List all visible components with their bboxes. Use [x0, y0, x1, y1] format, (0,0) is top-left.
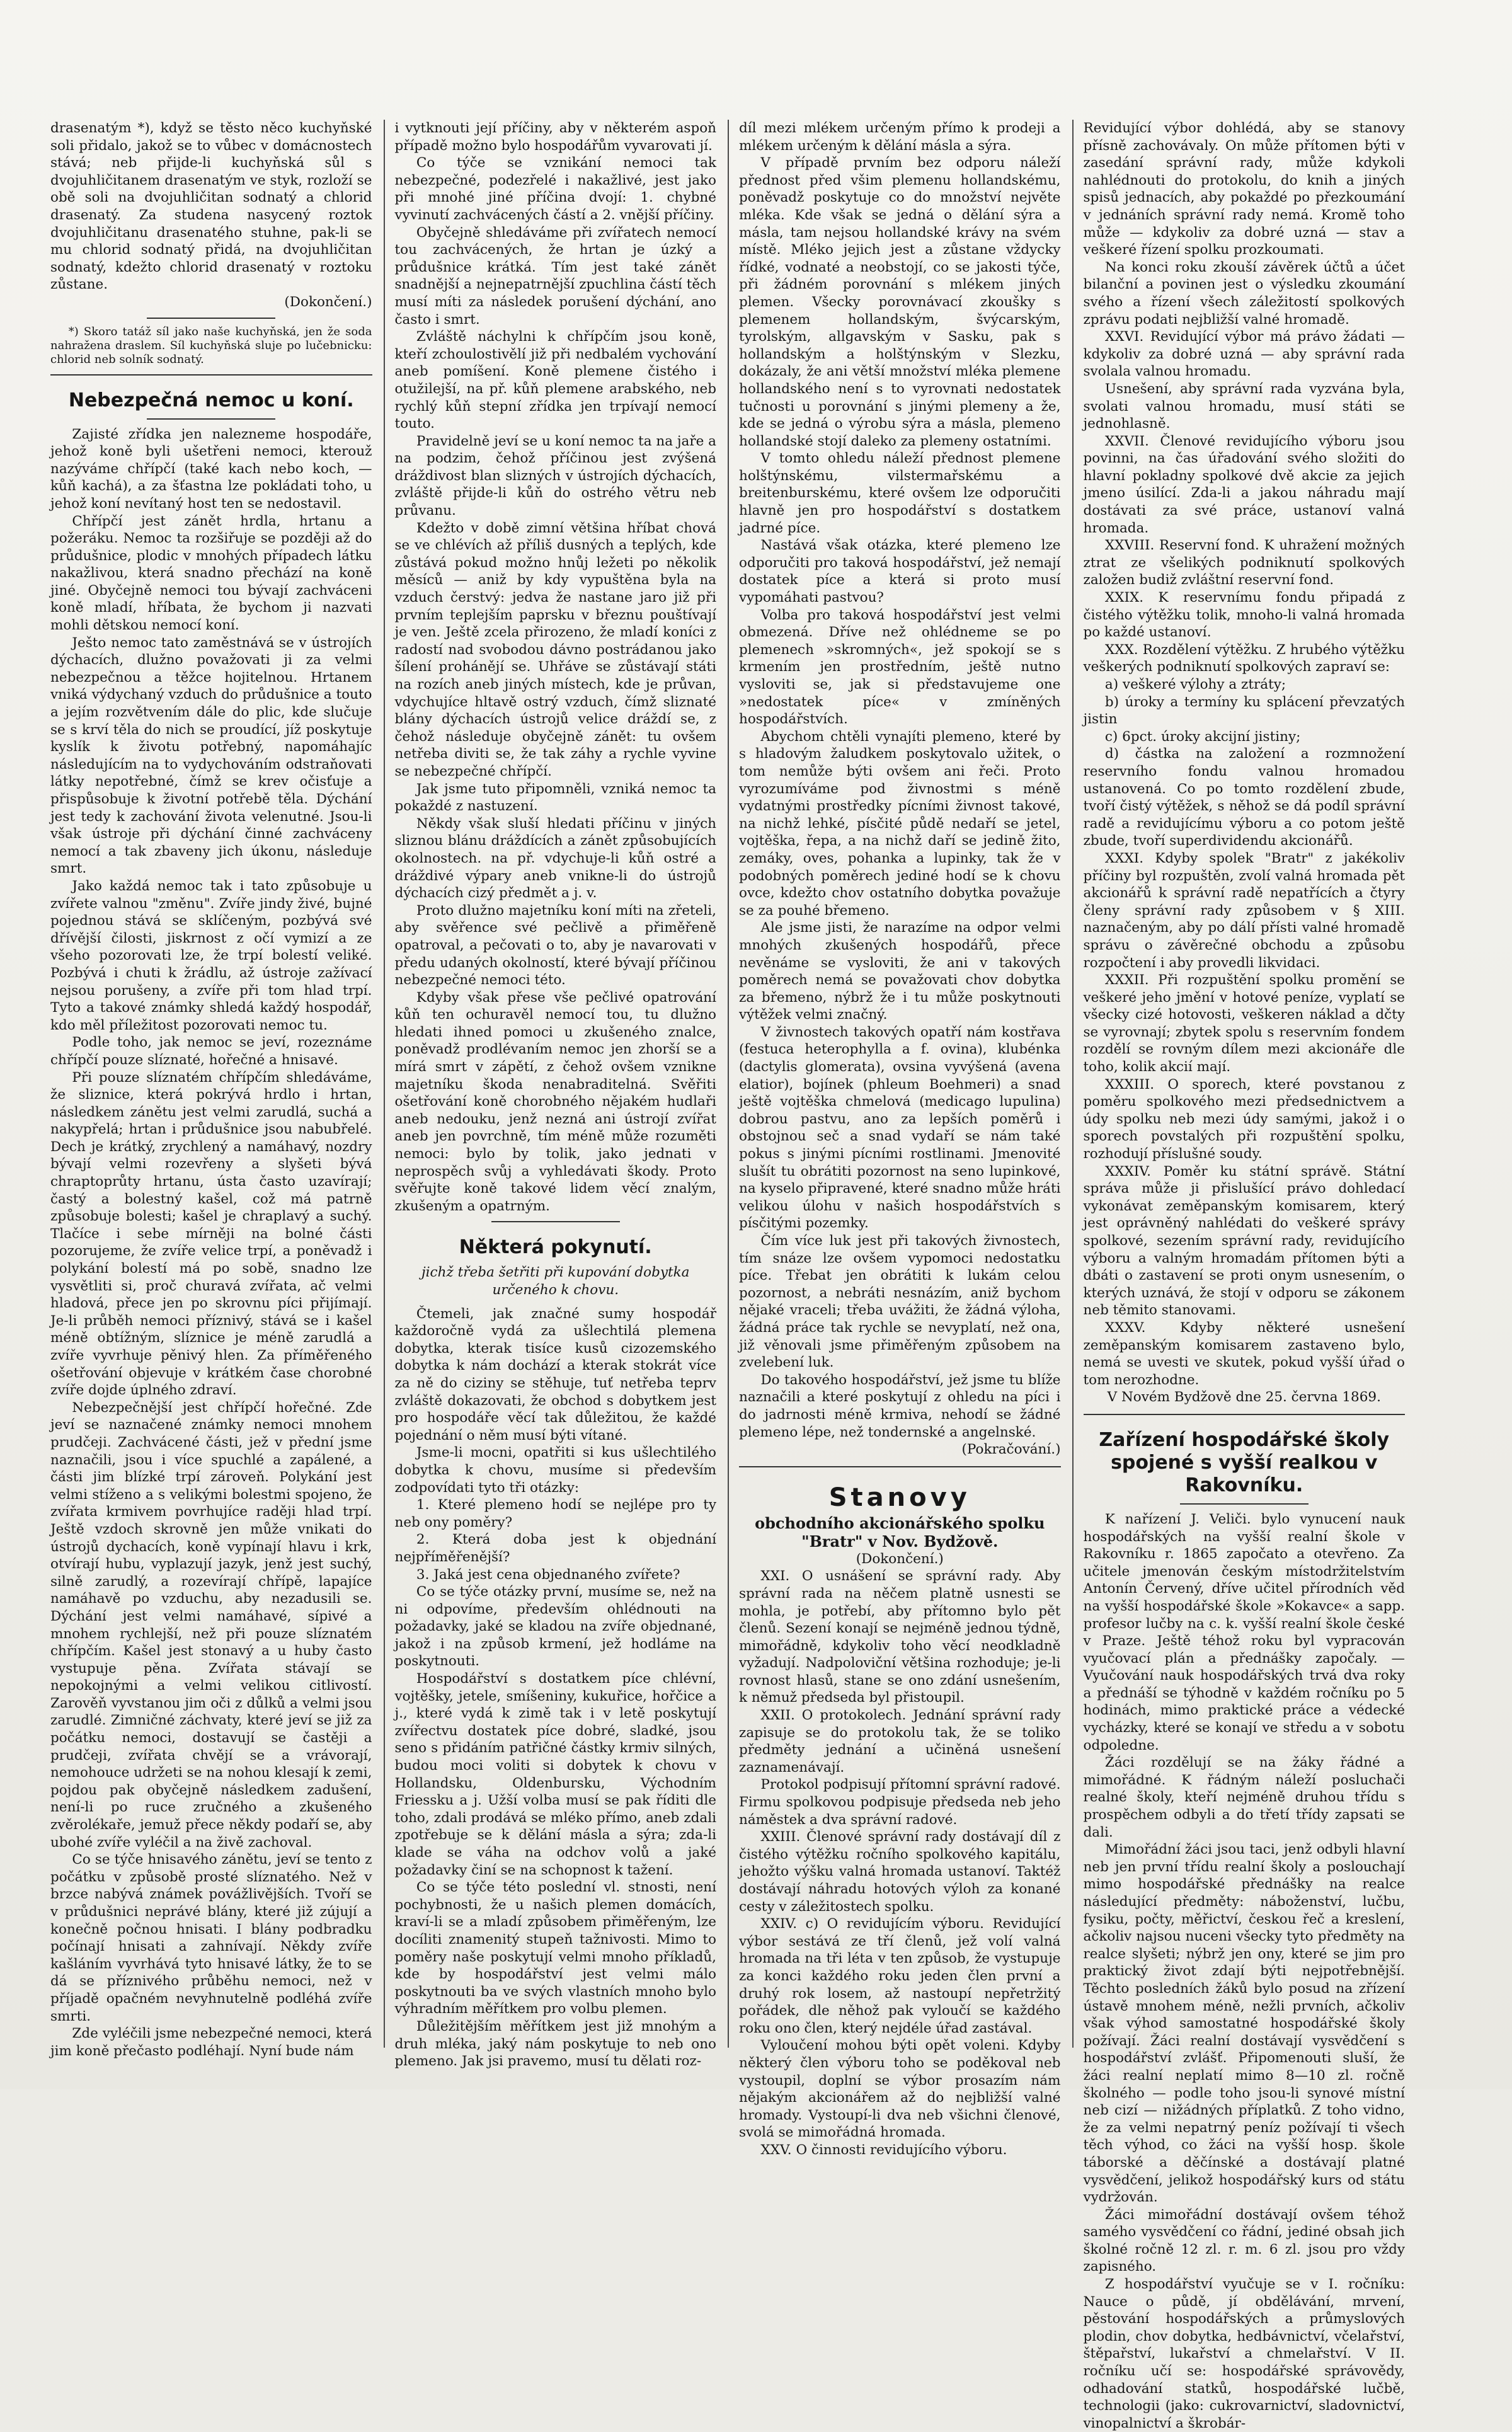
paragraph: Důležitějším měřítkem jest již mnohým a druh mléka, jaký nám poskytuje to neb ono plemeno. Jak jsi pravemo, musí tu dělati roz- [394, 2018, 716, 2070]
column-2 [384, 120, 717, 2070]
paragraph: Jak jsme tuto připomněli, vzniká nemoc ta pokaždé z nastuzení. [394, 781, 716, 815]
text-columns [50, 120, 1405, 2431]
statute-subitem: b) úroky a termíny ku splácení převzatých jistin [1083, 694, 1405, 728]
article-subtitle: jichž třeba šetřiti při kupování dobytka určeného k chovu. [421, 1265, 690, 1298]
paragraph: V tomto ohledu náleží přednost plemene holštýnskému, vilstermařskému a breitenburskému, které ovšem lze odporučiti hlavně jen pro hospodářství s dostatkem jadrné píce. [739, 450, 1061, 536]
paragraph: Co se týče této poslední vl. stnosti, není pochybnosti, že u našich plemen domácích, kraví-li se a mladí způsobem přiměřeným, lze docíliti znamenitý stupeň tažnivosti. Mimo to poměry naše poskytují velmi mnoho příkladů, kde by hospodářství jest velmi málo poskytnouti ba ve svých vlastních mnoho bylo výhradním měřítkem pro volbu plemen. [394, 1879, 716, 2017]
paragraph: Zde vyléčili jsme nebezpečné nemoci, která jim koně přečasto podléhají. Nyní bude nám [50, 2026, 372, 2059]
article-title-school: Zařízení hospodářské školy spojené s vyšší realkou v Rakovníku. [1099, 1428, 1390, 1496]
column-3 [728, 120, 1061, 2158]
paragraph: Hospodářství s dostatkem píce chlévní, vojtěšky, jetele, smíšeniny, kukuřice, hořčice a j., které vydá k zimě tak i v letě poskytují zvířectvu dostatek píce dobré, sladké, jsou seno s přidáním patřičné částky krmiv silných, budou moci voliti si dobytek k chovu v Hollandsku, Oldenbursku, Východním Friessku a j. Užší volba musí se pak říditi dle toho, zdali prodává se mléko přímo, aneb zdali zpotřebuje se k dělání másla a sýra; zda-li klade se váha na odchov volů a jaké požadavky činí se na schopnost k tažení. [394, 1671, 716, 1878]
conclusion-note: (Dokončení.) [856, 1551, 944, 1567]
paragraph: Na konci roku zkouší závěrek účtů a účet bilanční a povinen jest o výsledku zkoumání svého a řízení všech záležitostí spolkových zprávu podati nejbližší valné hromadě. [1083, 259, 1405, 328]
paragraph: Podle toho, jak nemoc se jeví, rozeznáme chřípčí pouze slíznaté, hořečné a hnisavé. [50, 1035, 372, 1068]
divider [1180, 1503, 1309, 1505]
paragraph: Volba pro taková hospodářství jest velmi obmezená. Dříve než ohlédneme se po plemenech »skromných«, jež spokojí se s krmením jen prostředním, ještě nutno vysloviti se, jak si představujeme one »nedostatek píce« v zmíněných hospodářstvích. [739, 607, 1061, 728]
paragraph: V živnostech takových opatří nám kostřava (festuca heterophylla a f. ovina), klubénka (dactylis glomerata), ovsina vyvýšená (avena elatior), bojínek (phleum Boehmeri) a snad ještě vojtěška chmelová (medicago lupulina) dobrou pastvu, ano za lepších poměrů i obstojnou seč a snad vydaří se nám také pokus s jinými pícními rostlinami. Jmenovité slušít tu obrátiti pozornost na seno lupinkové, na kyselo připravené, které snadno může hráti velikou úlohu v našich hospodářstvích s písčitými pozemky. [739, 1024, 1061, 1232]
paragraph: Co se týče otázky první, musíme se, než na ni odpovíme, především ohlédnouti na požadavky, jaké se kladou na zvíře objednané, jakož i na způsob krmení, jež hodláme na poskytnouti. [394, 1584, 716, 1670]
statute-item: XXVIII. Reservní fond. K uhražení možných ztrat ze všelikých podniknutí spolkových založen budiž zvláštní reservní fond. [1083, 537, 1405, 588]
paragraph: Čtemeli, jak značné sumy hospodář každoročně vydá za ušlechtilá plemena dobytka, kterak tisíce kusů cizozemského dobytka k nám dochází a kterak stokrát více za ně do ciziny se stěhuje, tuť netřeba teprv zvláště dokazovati, že obchod s dobytkem jest pro hospodáře věcí tak důležitou, že každé pojednání o něm musí býti vítané. [394, 1305, 716, 1443]
paragraph: Ješto nemoc tato zaměstnává se v ústrojích dýchacích, dlužno považovati ji za velmi nebezpečnou a těžce hojitelnou. Hrtanem vniká výdychaný vzduch do průdušnice a touto a jejím rozvětvením dále do plic, kde slučuje se s krví těla do nich se proudící, jíž poskytuje kyslík k životu potřebný, napomáhajíc následujícím na to vydychováním odstraňovati látky nepotřebné, čímž se krev očisťuje a přispůsobuje k životní potřebě těla. Dýchání jest tedy k zachování života velenutné. Jsou-li však ústroje při dýchání činné zachváceny nemocí a tak zbaveny jich úkonu, následuje smrt. [50, 634, 372, 877]
article-title-horse-disease: Nebezpečná nemoc u koní. [68, 389, 354, 411]
statute-subitem: a) veškeré výlohy a ztráty; [1104, 677, 1286, 692]
article-title-instructions: Některá pokynutí. [459, 1236, 652, 1259]
divider [147, 318, 275, 319]
paragraph: Zvláště náchylni k chřípčím jsou koně, kteří zchoulostivělí již při nedbalém vychování aneb pomíšení. Koně plemene čistého i otužilejší, na př. kůň plemene arabského, neb rychlý kůň stepní zřídka jen trpívají nemocí touto. [394, 329, 716, 432]
paragraph: Žáci rozdělují se na žáky řádné a mimořádné. K řádným náleží posluchači realné školy, kteří nejméně druhou třídu s prospěchem odbyli a do třetí třídy zapsati se dali. [1083, 1755, 1405, 1840]
paragraph: Pravidelně jeví se u koní nemoc ta na jaře a na podzim, čehož příčinou jest zvýšená dráždivost blan slizných v ústrojích dýchacích, zvláště přijde-li kůň do ostrého větru neb průvanu. [394, 433, 716, 519]
statute-item: XXXII. Při rozpuštění spolku promění se veškeré jeho jmění v hotové peníze, vyplatí se všecky cizé hotovosti, veškeren náklad a dčty se vyrovnají; zbytek spolu s reservním fondem rozdělí se rovným dílem mezi akcionáře dle toho, kolik akcií mají. [1083, 972, 1405, 1075]
paragraph: Žáci mimořádní dostávají ovšem téhož samého vysvědčení co řádní, jediné obsah jich školné ročně 12 zl. r. m. 6 zl. jsou pro vždy zapisného. [1083, 2206, 1405, 2275]
divider [147, 418, 275, 420]
paragraph: Někdy však sluší hledati příčinu v jiných sliznou blánu dráždících a zánět způsobujících okolnostech. na př. vdychuje-li kůň ostré a dráždivé výpary aneb vnikne-li do ústrojů dýchacích cizý předmět a j. v. [394, 815, 716, 902]
paragraph: Jsme-li mocni, opatřiti si kus ušlechtilého dobytka k chovu, musíme si především zodpovídati tyto tři otázky: [394, 1445, 716, 1496]
statute-item: XXIX. K reservnímu fondu připadá z čistého výtěžku tolik, mnoho-li valná hromada po každé ustanoví. [1083, 590, 1405, 641]
paragraph: Jako každá nemoc tak i tato způsobuje u zvířete valnou "změnu". Zvíře jindy živé, bujné pojednou stává se sklíčeným, pozbývá své dřívější čilosti, jiskrnost z očí vymizí a ze všeho pozorovati lze, že trpí bolestí veliké. Pozbývá i chuti k žrádlu, až ústroje zažívací nejsou porušeny, a zvíře při tom hlad trpí. Tyto a takové známky shledá každý hospodář, kdo měl příležitost pozorovati nemoc tu. [50, 878, 372, 1033]
column-1 [50, 120, 372, 2059]
paragraph: K nařízení J. Veliči. bylo vynucení nauk hospodářských na vyšší realní škole v Rakovníku r. 1865 započato a otevřeno. Za učitele jmenován českým místodržitelstvím Antonín Červený, dříve učitel přírodních věd na vyšší hospodářské škole »Kokavce« a sapp. profesor lučby na c. k. vyšší realní škole české v Praze. Ještě téhož roku byl vypracován vyučovací plán a přednášky započaly. — Vyučování nauk hospodářských trvá dva roky a přednáší se týhodně v každém ročníku po 5 hodinách, mimo praktické práce a védecké vycházky, které se konají ve středu a v sobotu odpoledne. [1083, 1511, 1405, 1753]
column-4 [1072, 120, 1406, 2431]
paragraph: Čím více luk jest při takových živnostech, tím snáze lze ovšem vypomoci nedostatku píce. Třebat jen obrátiti k lukám celou pozornost, a nebráti nesnázím, aniž bychom nějaké vraceli; třeba uvážiti, že žádná výloha, žádná práce tak rychle se nevyplatí, než ona, již věnovali jsme přiměřeným způsobem na zvelebení luk. [739, 1233, 1061, 1371]
divider [50, 374, 372, 376]
paragraph: Z hospodářství vyučuje se v I. ročníku: Nauce o půdě, jí obdělávání, mrvení, pěstování hospodářských a průmyslových plodin, chov dobytka, hedbávnictví, včelařství, štěpařství, lukařství a chmelařství. V II. ročníku učí se: hospodářské správovědy, odhadování statků, hospodářské lučbě, technologii (jako: cukrovarnictví, sladovnictví, vinopalnictví a škrobár- [1083, 2276, 1405, 2431]
divider [739, 1466, 1061, 1467]
paragraph: Kdežto v době zimní většina hříbat chová se ve chlévích až příliš dusných a teplých, kde zůstává pokud možno hnůj ležeti po několik měsíců — aniž by kdy vypuštěna byla na vzduch čerstvý: jedva že nastane jaro již při prvním teplejším paprsku v březnu pouštívají je ven. Ještě zcela přirozeno, že mladí koníci z radostí nad svobodou dávno postrádanou jako šílení prohánějí se. Uhřáve se zůstávají státi na rozích aneb jiných místech, kde je průvan, vdychujíce hltavě ostrý vzduch, čímž sliznaté blány dýchacích ústrojů velice dráždí se, z čehož následuje obyčejně zánět: tu ovšem netřeba diviti se, že tak záhy a rychle vyvine se nebezpečné chřípčí. [394, 520, 716, 779]
paragraph: Usnešení, aby správní rada vyzvána byla, svolati valnou hromadu, musí státi se jednohlasně. [1083, 381, 1405, 432]
paragraph: Kdyby však přese vše pečlivé opatrování kůň ten ochuravěl nemocí tou, tu dlužno hledati ihned pomoci u zkušeného znalce, poněvadž prodlévaním nemoc jen zhorší se a mírá smrt v zápětí, z čehož ovšem vznikne majetníku škoda nenabraditelná. Svěřiti ošetřování koně chorobného nějakém hudlaři aneb nedouku, jenž nezná ani ústrojí zvířat aneb jen povrchně, tím méně může rozuměti nemoci: bylo by tolik, jako jednati v neprospěch svůj a vyhledávati škody. Proto svěřujte koně takové lidem věcí znalým, zkušeným a opatrným. [394, 989, 716, 1214]
paragraph: díl mezi mlékem určeným přímo k prodeji a mlékem určeným k dělání másla a sýra. [739, 120, 1061, 154]
paragraph: XXV. O činnosti revidujícího výboru. [760, 2142, 1007, 2158]
statute-item: XXVII. Členové revidujícího výboru jsou povinni, na čas úřadování svého složiti do hlavní pokladny spolkové dvě akcie za jejich jmeno úsilící. Zda-li a jakou náhradu mají dostávati za své práce, ustanoví valná hromada. [1083, 433, 1405, 536]
paragraph: Chřípčí jest zánět hrdla, hrtanu a požeráku. Nemoc ta rozšiřuje se později až do průdušnice, plodic v mnohých případech látku nakažlivou, která snadno přechází na koně jiné. Obyčejně nemoci tou bývají zachváceni koně mladí, hříbata, že bychom ji nazvati mohli dětskou nemocí koní. [50, 513, 372, 634]
paragraph: XXII. O protokolech. Jednání správní rady zapisuje se do protokolu tak, že se toliko předměty jednání a učiněná usnešení zaznamenávají. [739, 1707, 1061, 1775]
paragraph: XXVI. Revidující výbor má právo žádati — kdykoliv za dobré uzná — aby správní rada svolala valnou hromadu. [1083, 329, 1405, 380]
paragraph: Při pouze slíznatém chřípčím shledáváme, že sliznice, která pokrývá hrdlo i hrtan, následkem zánětu jest velmi zarudlá, suchá a nakypřelá; hrtan i průdušnice jsou nabubřelé. Dech je krátký, zrychlený a namáhavý, nozdry bývají velmi rozevřeny a slyšeti bývá chraptoprůty hrtanu, ústa často uzavírají; častý a bolestný kašel, což má patrně způsobuje bolesti; kašel je chraplavý a suchý. Tlačíce i sebe mírněji na bolné části pozorujeme, že zvíře velice trpí, a poněvadž i polykání bolestí má po sobě, snadno lze vysvětliti si, proč churavá zvířata, ač velmi hladová, přece jen po skrovnu píci přijímají. Je-li průběh nemoci příznivý, stává se i kašel méně obtížným, slíznice je méně zarudlá a zvíře vyvrhuje pěnivý hlen. Za příměřeného ošetřování objevuje v krátkém čase chorobné zvíře dojde úplného zdraví. [50, 1069, 372, 1399]
paragraph: Proto dlužno majetníku koní míti na zřeteli, aby svěřence své pečlivě a přiměřeně opatroval, a pečovati o to, aby je navarovati v předu udaných okolností, které bývají příčinou nebezpečné nemoci této. [394, 902, 716, 989]
paragraph: XXI. O usnášení se správní rady. Aby správní rada na něčem platně usnesti se mohla, je potřebí, aby přítomno bylo pět členů. Sezení konají se nejméně jednou týdně, mimořádně, kdykoliv toho věcí neodkladně vyžadují. Nadpoloviční většina rozhoduje; je-li rovnost hlasů, stane se ono zdání usnešením, k němuž předseda byl přistoupil. [739, 1568, 1061, 1706]
paragraph: Protokol podpisují přítomní správní radové. Firmu spolkovou podpisuje předseda neb jeho náměstek a dva správní radové. [739, 1777, 1061, 1828]
paragraph: Nastává však otázka, které plemeno lze odporučiti pro taková hospodářství, jež nemají dostatek píce a která si proto musí vypomáhati pastvou? [739, 537, 1061, 606]
article-subtitle: obchodního akcionářského spolku "Bratr" v Nov. Bydžově. [755, 1513, 1045, 1551]
article-title-statutes: Stanovy [828, 1483, 971, 1512]
question: 2. Která doba jest k objednání nejpříměřenější? [394, 1532, 716, 1565]
date-line: V Novém Bydžově dne 25. června 1869. [1107, 1389, 1381, 1406]
paragraph: Zajisté zřídka jen nalezneme hospodáře, jehož koně byli ušetřeni nemoci, kterouž nazýváme chřípčí (také kach nebo koch, — kůň kachá), a za šťastna lze pokládati toho, u jehož koní nevítaný host ten se nedostavil. [50, 426, 372, 512]
continuation-note: (Pokračování.) [961, 1442, 1061, 1458]
statute-item: XXXI. Kdyby spolek "Bratr" z jakékoliv příčiny byl rozpuštěn, zvolí valná hromada pět akcionářů k správní radě nepatřících a čtyry členy správní rady způsobem v § XIII. naznačeným, aby po dálí přísti valné hromadě správu o závěrečné obchodu a způsobu rozpočtení i aby provedli likvidaci. [1083, 850, 1405, 971]
paragraph: Mimořádní žáci jsou taci, jenž odbyli hlavní neb jen první třídu realní školy a poslouchají mimo hospodářské přednášky na realce následující předměty: náboženství, lučbu, fysiku, počty, měřictví, českou řeč a kreslení, ačkoliv najsou nuceni všecky tyto předměty na realce slyšeti; nýbrž jen ony, které se jim pro praktický život zdají býti nejpotřebnější. Těchto posledních žáků bylo posud na zřízení ústavě mnohem méně, nežli prvních, ačkoliv však výhod samostatné hospodářské školy požívají. Žáci realní dostávají vysvědčení s hospodářství zvlášť. Připomenouti sluší, že žáci realní neplatí mimo 8—10 zl. ročně školného — podle toho jsou-li synové místní neb cizí — nižádných příplatků. Z toho vidno, že za velmi nepatrný peníz požívají ti všech těch výhod, co žáci na vyšší hosp. škole táborské a děčínské a dostávají platné vysvědčení, jelikož hospodářský kurs od státu vydržován. [1083, 1842, 1405, 2206]
paragraph: i vytknouti její příčiny, aby v některém aspoň případě možno bylo hospodářům vyvarovati jí. [394, 120, 716, 154]
paragraph: V případě prvním bez odporu náleží přednost před všim plemenu hollandskému, poněvadž poskytuje co do množství největe mléka. Kde však se jedná o dělání sýra a másla, tam nejsou hollandské krávy na svém místě. Mléko jejich jest a zůstane vždycky řídké, vodnaté a neobstojí, co se jakosti týče, při žádném porovnání s mlékem jiných plemen. Všecky porovnávací zkoušky s plemenem hollandským, švýcarským, tyrolským, allgavským v Sasku, pak s hollandským a holštýnským v Slezku, dokázaly, že ani větší množství mléka plemene hollandského není s to vyrovnati nedostatek tučnosti u porovnání s jinými plemeny a že, kde se jedná o výrobu sýra a másla, plemeno hollandské stojí daleko za plemeny ostatními. [739, 155, 1061, 449]
paragraph: Nebezpečnější jest chřípčí hořečné. Zde jeví se naznačené známky nemoci mnohem prudčeji. Zachvácené části, jež v přední jsme naznačili, jsou i více spuchlé a zapálené, a části jim blízké trpí zároveň. Polykání jest velmi stíženo a s velikými bolestmi spojeno, že zvířata krmivem povrhujíce raději hlad trpí. Ještě vzdoch skrovně jen může vnikati do ústrojů dychacích, koně vypínají hlavu i krk, otvírají hubu, vyplazují jazyk, jenž jest suchý, silně zarudlý, a rozevírají chřípě, lapajíce namáhavě po vzduchu, aby nezadusili se. Dýchání jest velmi namáhavé, sípivé a mnohem rychlejší, než při pouze slíznatém chřípčím. Kašel jest stonavý a u huby často vystupuje pěna. Zvířata stávají se nepokojnými a velmi velikou citlivostí. Zarověň vyvstanou jim oči z důlků a velmi jsou zarudlé. Zimničné záchvaty, které jeví se již za počátku nemoci, dostavují se častěji a prudčeji, zvířata chvějí se a vrávorají, nemohouce udržeti se na nohou klesají k zemi, pojdou pak obyčejně následkem zadušení, není-li po ruce zručného a zkušeného zvěrolékaře, jemuž přece někdy podaří se, aby ubohé zvíře vyléčil a na živě zachoval. [50, 1399, 372, 1850]
question: 3. Jaká jest cena objednaného zvířete? [416, 1566, 680, 1583]
statute-item: XXX. Rozdělení výtěžku. Z hrubého výtěžku veškerých podniknutí spolkových zapraví se: [1083, 641, 1405, 675]
paragraph: XXIII. Členové správní rady dostávají díl z čistého výtěžku ročního spolkového kapitálu, jehožto výšku valná hromada ustanoví. Taktéž dostávají náhradu hotových výloh za konané cesty v záležitostech spolku. [739, 1829, 1061, 1915]
statute-item: XXXIV. Poměr ku státní správě. Státní správa může ji přislušící právo dohledací vykonávat zeměpanským komisarem, který jest oprávněný nahlédati do veškeré správy spolkové, sezením správní rady, revidujícího výboru a valným hromadám přítomen býti a dbáti o zastavení se proti onym usnesením, o kterých uznává, že stojí v odporu se zákonem neb těmito stanovami. [1083, 1163, 1405, 1319]
statute-subitem: d) částka na založení a rozmnožení reservního fondu valnou hromadou ustanovená. Co po tomto rozdělení zbude, tvoří čistý výtěžek, s něhož se dá podíl správní radě a revidujícímu výboru a co potom ještě zbude, tvoří superdividendu akcionářů. [1083, 746, 1405, 849]
statute-subitem: c) 6pct. úroky akcijní jistiny; [1104, 728, 1301, 745]
divider [491, 1221, 620, 1222]
continued-paragraph: drasenatým *), když se těsto něco kuchyňské soli přidalo, jakož se to vůbec v domácnostech stává; neb přijde-li kuchyňská sůl s dvojuhličitanem drasenatým ve styk, rozloží se obě soli na dvojuhličitan sodnatý a chlorid drasenatý. Za studena nasycený roztok dvojuhličitanu drasenatého stuhne, pak-li se mu chlorid sodnatý přidá, na dvojuhličitan sodnatý, kdežto chlorid drasenatý v roztoku zůstane. [50, 120, 372, 293]
paragraph: Co se týče hnisavého zánětu, jeví se tento z počátku v způsobě prosté slíznatého. Než v brzce nabývá známek povážlivějších. Tvoří se v průdušnici neprávé blány, které již zújují a konečně počnou hnisati. I blány podbradku počínají hnisati a zahnívají. Někdy zvíře kašláním vyvrhává tyto hnisavé látky, že to se dá se příznivého průběhu nemoci, než v příjadě opačném nevyhnutelně podléhá zvíře smrti. [50, 1852, 372, 2024]
conclusion-note: (Dokončení.) [284, 294, 372, 310]
statute-item: XXXIII. O sporech, které povstanou z poměru spolkového mezi předsednictvem a údy spolku neb mezi údy samými, jakož i o sporech povstalých při rozpuštění spolku, rozhodují příslušné soudy. [1083, 1076, 1405, 1162]
paragraph: Do takového hospodářství, jež jsme tu blíže naznačili a které poskytují z ohledu na píci i do jadrnosti méně krmiva, nehodí se žádné plemeno lépe, než tondernské a angelnské. [739, 1372, 1061, 1440]
statute-item: XXXV. Kdyby některé usnešení zeměpanským komisarem zastaveno bylo, nemá se uvesti ve skutek, pokud vyšší úřad o tom nerozhodne. [1083, 1319, 1405, 1388]
paragraph: Abychom chtěli vynajíti plemeno, které by s hladovým žaludkem poskytovalo užitek, o tom nemůže býti ovšem ani řeči. Proto vyrozumíváme pod živnostmi s méně vydatnými prostředky pícními živnost takové, na nichž lehké, písčité půdě nedaří se jetel, vojtěška, řepa, a na nichž daří se jedině žito, zemáky, oves, pohanka a lupinky, tak že v podobných poměrech jediné hodí se k chovu ovce, kdežto chov ostatního dobytka považuje se za pouhé břemeno. [739, 728, 1061, 919]
divider [1084, 1414, 1406, 1415]
paragraph: Co týče se vznikání nemoci tak nebezpečné, podezřelé i nakažlivé, jest jako při mnohé jiné příčina dvojí: 1. chybné vyvinutí zachvácených částí a 2. vnější příčiny. [394, 155, 716, 223]
paragraph: Revidující výbor dohlédá, aby se stanovy přísně zachovávaly. On může přítomen býti v zasedání správní rady, může kdykoli nahlédnouti do protokolu, do knih a jiných spisů jednacích, aby pokaždé po přezkoumání v jednáních správní rady nemá. Kromě toho může — kdykoliv za dobré uzná — stav a veškeré řízení spolku prozkoumati. [1083, 120, 1405, 258]
paragraph: Ale jsme jisti, že narazíme na odpor velmi mnohých zkušených hospodářů, přece nevěnáme se vysloviti, že ani v takových poměrech nemá se považovati chov dobytka za břemeno, nýbrž že i tu může poskytnouti výtěžek velmi značný. [739, 920, 1061, 1023]
paragraph: Obyčejně shledáváme při zvířatech nemocí tou zachvácených, že hrtan je úzký a průdušnice krátká. Tím jest také zánět snadnější a nejnepatrnější zpuchlina částí těch musí míti za následek porušení dýchání, ano často i smrt. [394, 224, 716, 328]
paragraph: XXIV. c) O revidujícím výboru. Revidující výbor sestává ze tří členů, jež volí valná hromada na tři léta v ten způsob, že vystupuje za konci každého roku jeden člen první a druhý rok losem, až nastoupí nepřetržitý pořádek, dle něhož pak vyloučí se každého roku ono člen, který nejdéle úřad zastával. [739, 1916, 1061, 2036]
footnote: *) Skoro tatáž síl jako naše kuchyňská, jen že soda nahražena draslem. Síl kuchyňská sluje po lučebnicku: chlorid neb solník sodnatý. [50, 324, 372, 366]
question: 1. Které plemeno hodí se nejlépe pro ty neb ony poměry? [394, 1497, 716, 1530]
paragraph: Vyloučení mohou býti opět voleni. Kdyby některý člen výboru toho se poděkoval neb vystoupil, doplní se výbor prosazím nám nějakým akcionářem až do nejbližší valné hromady. Vystoupí-li dva neb všichni členové, svolá se mimořádná hromada. [739, 2038, 1061, 2141]
